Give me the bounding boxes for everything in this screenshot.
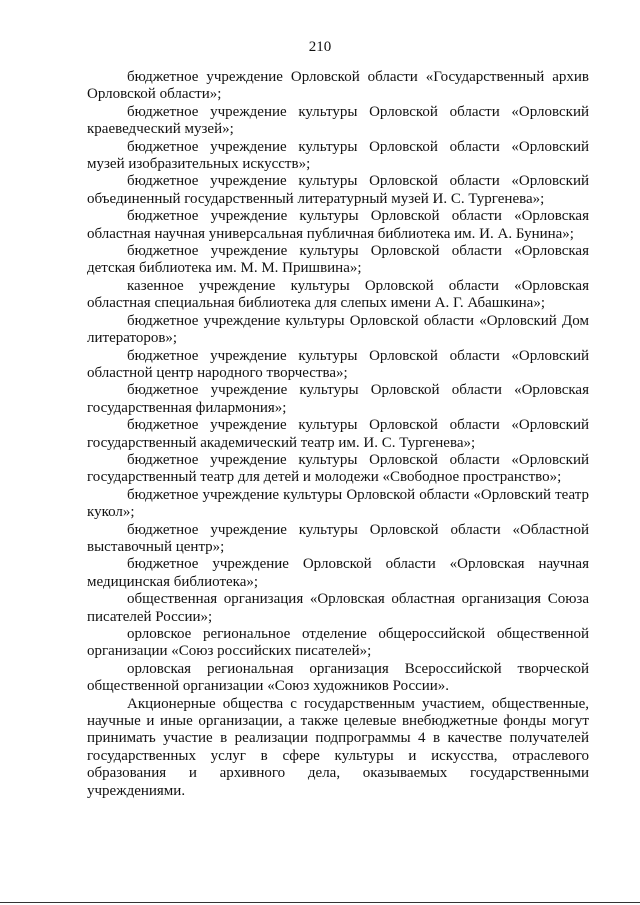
bottom-rule [0, 902, 640, 903]
paragraph-1: бюджетное учреждение Орловской области «Государственный архив Орловской области»; [87, 69, 589, 103]
paragraph-8: бюджетное учреждение культуры Орловской области «Орловский Дом литераторов»; [87, 312, 589, 347]
paragraph-19: Акционерные общества с государственным участием, общественные, научные и иные организации, а также целевые внебюджетные фонды могут принимать участие в реализации подпрограммы 4 в качестве получателей государственных услуг в сфере культуры и искусства, отраслевого образования и архивного дела, оказываемых государственными учреждениями. [87, 695, 589, 799]
paragraph-15: бюджетное учреждение Орловской области «Орловская научная медицинская библиотека»; [87, 556, 589, 590]
paragraph-9: бюджетное учреждение культуры Орловской области «Орловский областной центр народного творчества»; [87, 347, 589, 381]
paragraph-11: бюджетное учреждение культуры Орловской области «Орловский государственный академический театр им. И. С. Тургенева»; [87, 417, 589, 451]
paragraph-2: бюджетное учреждение культуры Орловской области «Орловский краеведческий музей»; [87, 103, 589, 138]
paragraph-12: бюджетное учреждение культуры Орловской области «Орловский государственный театр для детей и молодежи «Свободное пространство»; [87, 451, 589, 486]
paragraph-16: общественная организация «Орловская областная организация Союза писателей России»; [87, 591, 589, 625]
paragraph-4: бюджетное учреждение культуры Орловской области «Орловский объединенный государственный литературный музей И. С. Тургенева»; [87, 173, 589, 207]
paragraph-10: бюджетное учреждение культуры Орловской области «Орловская государственная филармония»; [87, 382, 589, 416]
paragraph-17: орловское региональное отделение общероссийской общественной организации «Союз российских писателей»; [87, 626, 589, 660]
paragraph-18: орловская региональная организация Всероссийской творческой общественной организации «Союз художников России». [87, 660, 589, 695]
paragraph-3: бюджетное учреждение культуры Орловской области «Орловский музей изобразительных искусств»; [87, 138, 589, 173]
document-body [87, 69, 589, 800]
paragraph-6: бюджетное учреждение культуры Орловской области «Орловская детская библиотека им. М. М. Пришвина»; [87, 243, 589, 277]
page-number: 210 [308, 39, 332, 55]
paragraph-7: казенное учреждение культуры Орловской области «Орловская областная специальная библиотека для слепых имени А. Г. Абашкина»; [87, 277, 589, 312]
paragraph-5: бюджетное учреждение культуры Орловской области «Орловская областная научная универсальная публичная библиотека им. И. А. Бунина»; [87, 208, 589, 242]
paragraph-13: бюджетное учреждение культуры Орловской области «Орловский театр кукол»; [87, 486, 589, 521]
paragraph-14: бюджетное учреждение культуры Орловской области «Областной выставочный центр»; [87, 521, 589, 555]
